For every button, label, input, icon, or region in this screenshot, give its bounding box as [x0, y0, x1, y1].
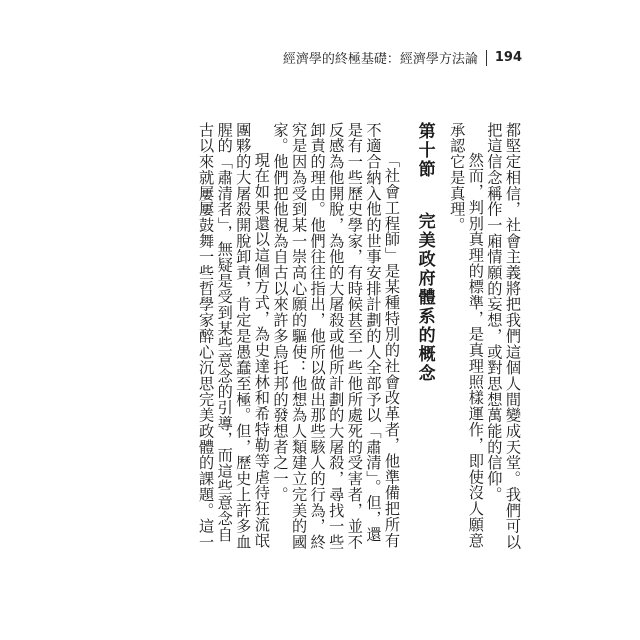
- section-number: 第十節: [414, 122, 435, 179]
- section-title: 完美政府體系的概念: [414, 212, 435, 383]
- spacer: [401, 122, 415, 123]
- running-header: [283, 48, 522, 67]
- body-text: [90, 122, 522, 554]
- paragraph-intro: 都堅定相信，社會主義將把我們這個人間變成天堂。我們可以把這信念稱作一廂情願的妄想，或對思想萬能的信仰。: [485, 122, 522, 550]
- header-divider: [486, 50, 487, 66]
- paragraph-truth-criterion: 然而，判別真理的標準，是真理照樣運作，即使沒人願意承認它是真理。: [448, 122, 485, 549]
- spacer: [434, 122, 448, 123]
- section-heading: [415, 122, 434, 554]
- paragraph-current: 現在如果還以這個方式，為史達林和希特勒等虐待狂流氓團夥的大屠殺開脫卸責，肯定是愚蠢至極。但，歷史上許多血腥的「肅清者」，無疑是受到某些意念的引導，而這些意念自古以來就屢屢鼓舞一些哲學家醉心沉思完美政體的課題。這一: [197, 122, 271, 550]
- paragraph-social-engineer: 「社會工程師」是某種特別的社會改革者，他準備把所有不適合納入他的世事安排計劃的人全部予以「肅清」。但，還是有一些歷史學家，有時候甚至一些他所處死的受害者，並不反感為他開脫，為他的大屠殺或他所計劃的大屠殺，尋找一些卸責的理由。他們往往指出，他所以做出那些駭人的行為，終究是因為受到某一崇高心願的驅使：他想為人類建立完美的國家。他們把他視為自古以來許多烏托邦的發想者之一。: [271, 122, 402, 550]
- page-number: 194: [494, 50, 522, 65]
- book-title: 經濟學的終極基礎：經濟學方法論: [282, 52, 478, 67]
